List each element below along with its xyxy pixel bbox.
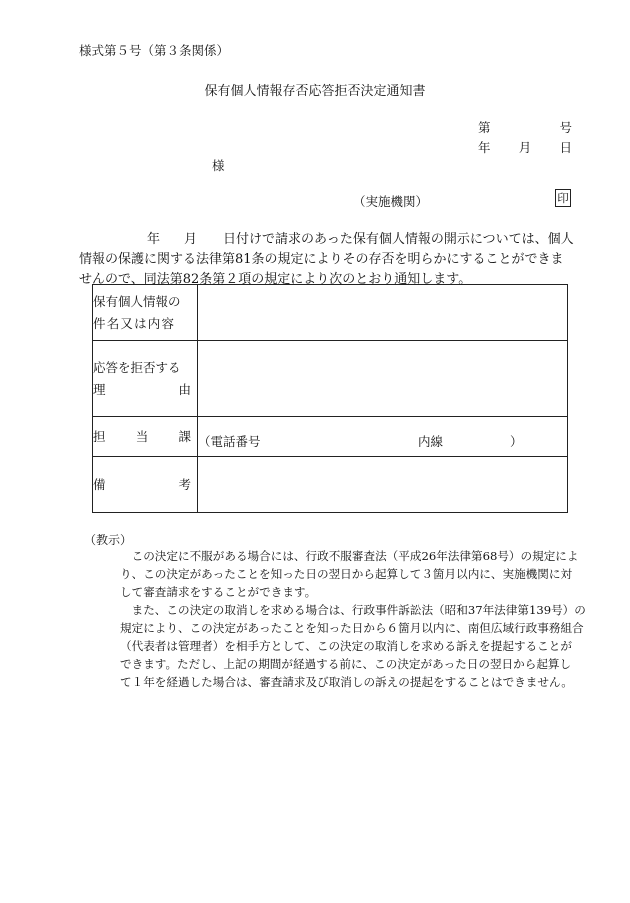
notes-line: 規定により、この決定があったことを知った日から６箇月以内に、南但広域行政事務組合 <box>120 621 584 635</box>
notes-line: できます。ただし、上記の期間が経過する前に、この決定があった日の翌日から起算し <box>120 657 572 671</box>
body-line1-rest: 日付けで請求のあった保有個人情報の開示については、個人 <box>223 232 574 247</box>
notes-line: また、この決定の取消しを求める場合は、行政事件訴訟法（昭和37年法律第139号）の <box>120 603 586 617</box>
table-row <box>93 457 568 513</box>
label-remarks: 備 考 <box>93 457 198 513</box>
notes-line: して審査請求をすることができます。 <box>120 585 317 599</box>
value-personal-info[interactable] <box>198 285 568 341</box>
table-row <box>93 285 568 341</box>
body-line-1 <box>79 230 589 250</box>
notes-line: り、この決定があったことを知った日の翌日から起算して３箇月以内に、実施機関に対 <box>120 567 573 581</box>
number-prefix: 第 <box>478 120 491 135</box>
notes-line: この決定に不服がある場合には、行政不服審査法（平成26年法律第68号）の規定によ <box>120 549 579 563</box>
info-table <box>92 284 568 513</box>
table-row <box>93 417 568 457</box>
value-remarks[interactable] <box>198 457 568 513</box>
notes-heading: （教示） <box>84 533 133 547</box>
seal-box: 印 <box>555 189 571 207</box>
addressee-suffix: 様 <box>212 158 225 173</box>
body-month: 月 <box>184 232 198 247</box>
body-line-2: 情報の保護に関する法律第81条の規定によりその存否を明らかにすることができま <box>79 252 564 267</box>
document-date-line <box>478 138 572 156</box>
form-number: 様式第５号（第３条関係） <box>79 43 230 58</box>
notes-line: （代表者は管理者）を相手方として、この決定の取消しを求める訴えを提起することが <box>120 639 572 653</box>
notes-body <box>120 547 585 691</box>
phone-close: ） <box>510 433 523 449</box>
body-year: 年 <box>147 232 161 247</box>
phone-label: （電話番号 <box>198 433 261 449</box>
agency-label: （実施機関） <box>353 194 429 209</box>
label-refusal-reason: 応答を拒否する 理 由 <box>93 341 198 417</box>
value-responsible-section[interactable] <box>198 417 568 457</box>
table-row <box>93 341 568 417</box>
value-refusal-reason[interactable] <box>198 341 568 417</box>
extension-label: 内線 <box>418 433 444 449</box>
notes-line: て１年を経過した場合は、審査請求及び取消しの訴えの提起をすることはできません。 <box>120 675 573 689</box>
date-month: 月 <box>518 140 532 155</box>
label-personal-info: 保有個人情報の 件名又は内容 <box>93 285 198 341</box>
document-number-line <box>478 118 572 136</box>
number-suffix: 号 <box>559 120 572 135</box>
label-responsible-section: 担 当 課 <box>93 417 198 457</box>
document-title: 保有個人情報存否応答拒否決定通知書 <box>204 84 426 99</box>
date-day: 日 <box>559 140 572 155</box>
body-line-3: せんので、同法第82条第２項の規定により次のとおり通知します。 <box>79 272 472 287</box>
date-year: 年 <box>478 140 491 155</box>
notice-body <box>79 230 589 290</box>
